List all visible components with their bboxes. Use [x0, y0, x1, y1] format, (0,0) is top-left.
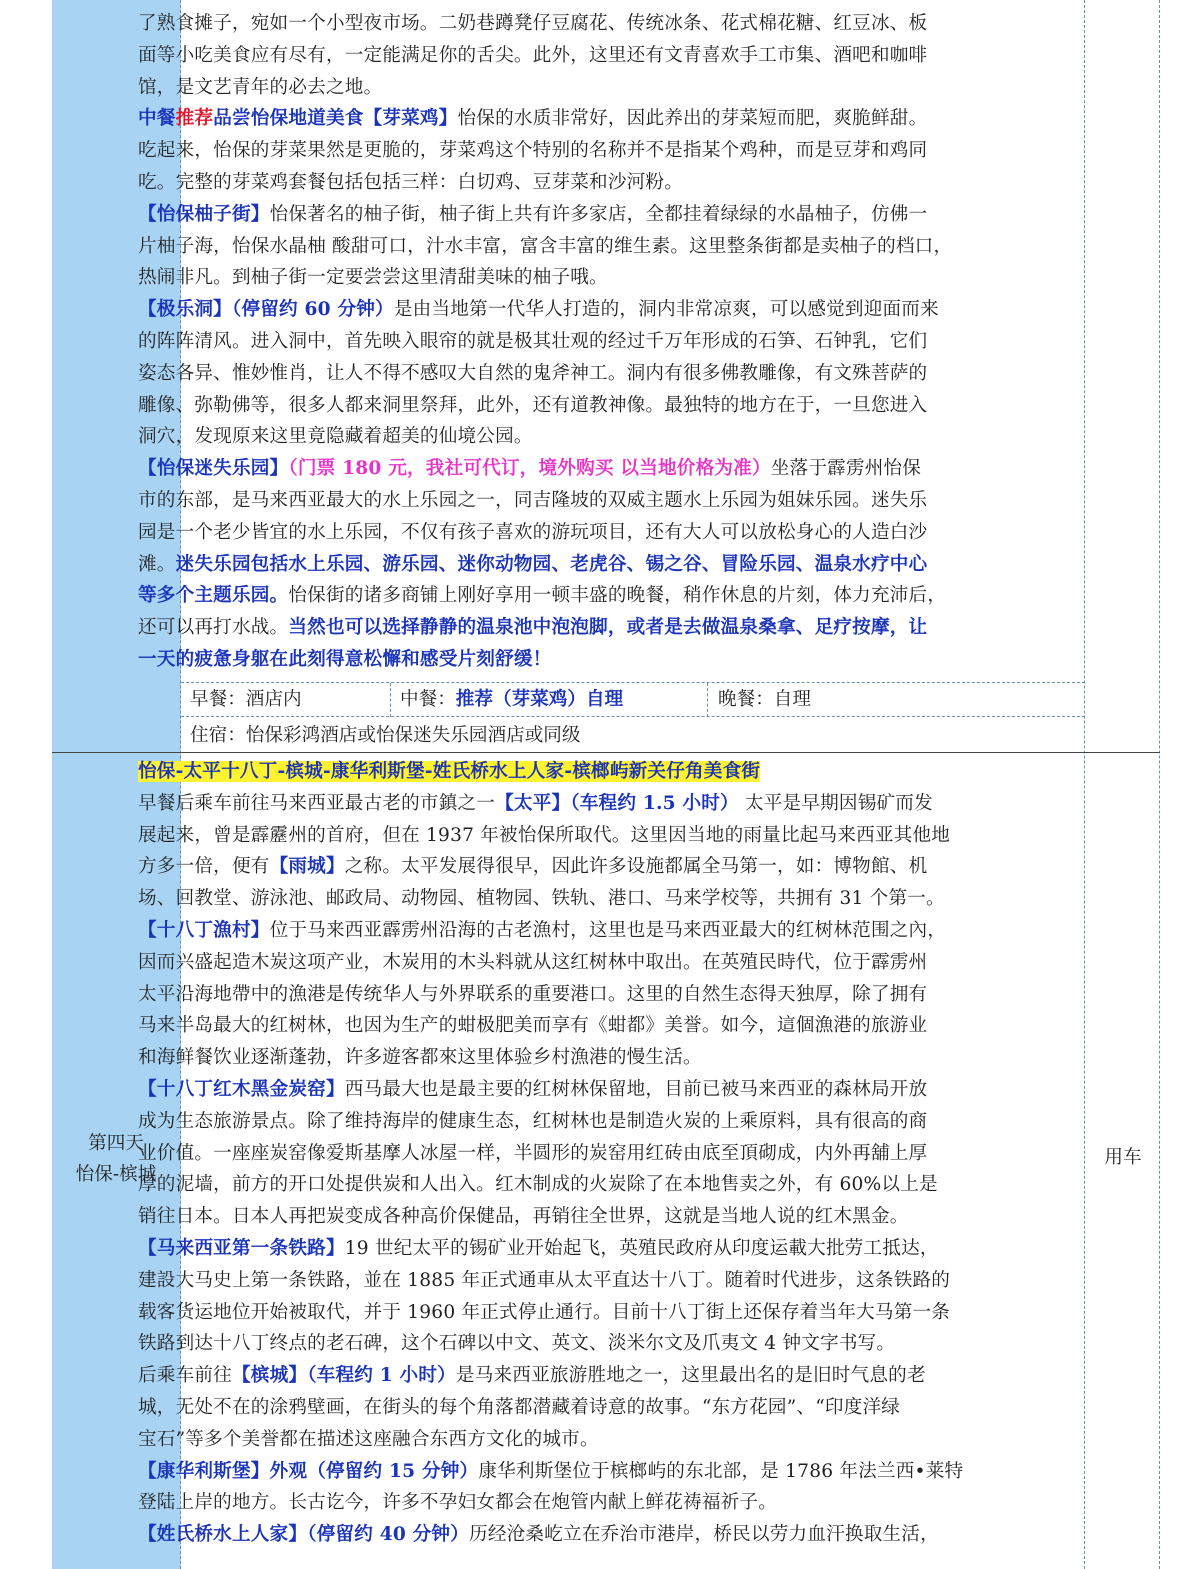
day4-number: 第四天 [88, 1133, 144, 1154]
fort-cornwallis: 【康华利斯堡】外观（停留约 15 分钟）康华利斯堡位于槟榔屿的东北部，是 1786 年法兰西•莱特 [138, 1460, 964, 1482]
village-title: 【十八丁漁村】 [138, 919, 270, 941]
day3-content: 了熟食摊子，宛如一个小型夜市场。二奶巷蹲凳仔豆腐花、传统冰条、花式棉花糖、红豆冰、板 面等小吃美食应有尽有，一定能满足你的舌尖。此外，这里还有文青喜欢手工市集、酒吧和咖啡 馆，是文艺青年的必去之地。 中餐推荐品尝怡保地道美食【芽菜鸡】怡保的水质非常好，因此养出的芽菜短而肥，爽脆鲜甜。 吃起来，怡保的芽菜果然是更脆的，芽菜鸡这个特别的名称并不是指某个鸡种，而是豆芽和鸡同 吃。完整的芽菜鸡套餐包括包括三样：白切鸡、豆芽菜和沙河粉。 【怡保柚子街】怡保著名的柚子街，柚子街上共有许多家店，全都挂着绿绿的水晶柚子，仿佛一 片柚子海，怡保水晶柚 酸甜可口，汁水丰富，富含丰富的维生素。这里整条街都是卖柚子的档口， 热闹非凡。到柚子街一定要尝尝这里清甜美味的柚子哦。 【极乐洞】（停留约 60 分钟）是由当地第一代华人打造的，洞内非常凉爽，可以感觉到迎面而来 的阵阵清风。进入洞中，首先映入眼帘的就是极其壮观的经过千万年形成的石笋、石钟乳，它们 姿态各异、惟妙惟肖，让人不得不感叹大自然的鬼斧神工。洞内有很多佛教雕像，有文殊菩萨的 雕像、弥勒佛等，很多人都来洞里祭拜，此外，还有道教神像。最独特的地方在于，一旦您进入 洞穴，发现原来这里竟隐藏着超美的仙境公园。 【怡保迷失乐园】（门票 180 元，我社可代订，境外购买 以当地价格为准）坐落于霹雳州怡保 市的东部，是马来西亚最大的水上乐园之一，同吉隆坡的双威主题水上乐园为姐妹乐园。迷失乐 园是一个老少皆宜的水上乐园，不仅有孩子喜欢的游玩项目，还有大人可以放松身心的人造白沙 滩。迷失乐园包括水上乐园、游乐园、迷你动物园、老虎谷、锡之谷、冒险乐园、温泉水疗中心 等多个主题乐园。怡保街的诸多商铺上刚好享用一顿丰盛的晚餐，稍作休息的片刻，体力充沛后， 还可以再打水战。当然也可以选择静静的温泉池中泡泡脚，或者是去做温泉桑拿、足疗按摩，让 一天的疲惫身躯在此刻得意松懈和感受片刻舒缓！ [138, 8, 1018, 676]
meals-divider-2 [707, 683, 708, 717]
kuala-sepetang: 【十八丁漁村】位于马来西亚霹雳州沿海的古老漁村，这里也是马来西亚最大的红树林范围之內， [138, 919, 947, 941]
pomelo-street-title: 【怡保柚子街】 [138, 203, 270, 225]
penang-title: 【槟城】（车程约 1 小时） [231, 1365, 456, 1387]
meals-row-top [181, 682, 1085, 683]
day4-route: 怡保-槟城 [75, 1164, 157, 1185]
taiping: 早餐后乘车前往马来西亚最古老的市鎮之一【太平】（车程约 1.5 小时） 太平是早期因锡矿而发 [138, 792, 933, 814]
day3-intro-line: 馆，是文艺青年的必去之地。 [138, 76, 383, 98]
clan-jetties: 【姓氏桥水上人家】（停留约 40 分钟）历经沧桑屹立在乔治市港岸，桥民以劳力血汗换取生活， [138, 1524, 939, 1546]
day4-heading: 怡保-太平十八丁-槟城-康华利斯堡-姓氏桥水上人家-槟榔屿新关仔角美食街 [138, 761, 761, 782]
day3-intro-line: 了熟食摊子，宛如一个小型夜市场。二奶巷蹲凳仔豆腐花、传统冰条、花式棉花糖、红豆冰、板 [138, 13, 928, 34]
lunch-label: 中餐 [138, 108, 176, 130]
meals-divider-1 [390, 683, 391, 717]
day4-content: 怡保-太平十八丁-槟城-康华利斯堡-姓氏桥水上人家-槟榔屿新关仔角美食街 早餐后乘车前往马来西亚最古老的市鎮之一【太平】（车程约 1.5 小时） 太平是早期因锡矿而发 展起来，曾是霹靂州的首府，但在 1937 年被怡保所取代。这里因当地的雨量比起马来西亚其他地 方多一倍，便有【雨城】之称。太平发展得很早，因此许多设施都属全马第一，如：博物館、机 场、回教堂、游泳池、邮政局、动物园、植物园、铁轨、港口、马来学校等，共拥有 31 个第一。 【十八丁漁村】位于马来西亚霹雳州沿海的古老漁村，这里也是马来西亚最大的红树林范围之內， 因而兴盛起造木炭这项产业，木炭用的木头料就从这红树林中取出。在英殖民時代，位于霹雳州 太平沿海地帶中的漁港是传统华人与外界联系的重要港口。这里的自然生态得天独厚，除了拥有 马来半岛最大的红树林，也因为生产的蚶极肥美而享有《蚶都》美誉。如今，這個漁港的旅游业 和海鲜餐饮业逐渐蓬勃，许多遊客都來这里体验乡村漁港的慢生活。 【十八丁红木黑金炭窑】西马最大也是最主要的红树林保留地，目前已被马来西亚的森林局开放 成为生态旅游景点。除了维持海岸的健康生态，红树林也是制造火炭的上乘原料，具有很高的商 业价值。一座座炭窑像爱斯基摩人冰屋一样，半圆形的炭窑用红砖由底至頂砌成，内外再舖上厚 厚的泥墙，前方的开口处提供炭和人出入。红木制成的火炭除了在本地售卖之外，有 60%以上是 销往日本。日本人再把炭变成各种高价保健品，再销往全世界，这就是当地人说的红木黑金。 【马来西亚第一条铁路】19 世纪太平的锡矿业开始起飞，英殖民政府从印度运載大批劳工抵达， 建設大马史上第一条铁路，並在 1885 年正式通車从太平直达十八丁。随着时代进步，这条铁路的 载客货运地位开始被取代，并于 1960 年正式停止通行。目前十八丁街上还保存着当年大马第一条 铁路到达十八丁终点的老石碑，这个石碑以中文、英文、淡米尔文及爪夷文 4 钟文字书写。 后乘车前往【槟城】（车程约 1 小时）是马来西亚旅游胜地之一，这里最出名的是旧时气息的老 城，无处不在的涂鸦壁画，在街头的每个角落都潜藏着诗意的故事。“东方花园”、“印度洋绿 宝石”等多个美誉都在描述这座融合东西方文化的城市。 【康华利斯堡】外观（停留约 15 分钟）康华利斯堡位于槟榔屿的东北部，是 1786 年法兰西•莱特 登陆上岸的地方。长古讫今，许多不孕妇女都会在炮管内献上鲜花祷福祈子。 【姓氏桥水上人家】（停留约 40 分钟）历经沧桑屹立在乔治市港岸，桥民以劳力血汗换取生活， [138, 756, 1018, 1551]
lodging: 住宿：怡保彩鸿酒店或怡保迷失乐园酒店或同级 [190, 725, 581, 746]
taiping-title: 【太平】（车程约 1.5 小时） [495, 792, 739, 814]
day3-intro-line: 面等小吃美食应有尽有，一定能满足你的舌尖。此外，这里还有文青喜欢手工市集、酒吧和咖啡 [138, 44, 928, 66]
meal-lunch: 中餐：推荐（芽菜鸡）自理 [400, 689, 624, 710]
charcoal-kiln: 【十八丁红木黑金炭窑】西马最大也是最主要的红树林保留地，目前已被马来西亚的森林局开放 [138, 1078, 928, 1100]
kiln-title: 【十八丁红木黑金炭窑】 [138, 1078, 345, 1100]
pomelo-street: 【怡保柚子街】怡保著名的柚子街，柚子街上共有许多家店，全都挂着绿绿的水晶柚子，仿佛一 [138, 203, 928, 225]
lunch-recommend: 中餐推荐品尝怡保地道美食【芽菜鸡】怡保的水质非常好，因此养出的芽菜短而肥，爽脆鲜甜。 [138, 108, 928, 130]
day4-transport: 用车 [1104, 1147, 1142, 1168]
transport-column [1084, 0, 1160, 1569]
fort-title: 【康华利斯堡】外观（停留约 15 分钟） [138, 1460, 479, 1482]
recommend-tag: 推荐 [175, 108, 214, 130]
cave-title: 【极乐洞】（停留约 60 分钟） [138, 299, 394, 321]
clan-jetties-title: 【姓氏桥水上人家】（停留约 40 分钟） [138, 1524, 470, 1546]
lost-world: 【怡保迷失乐园】（门票 180 元，我社可代订，境外购买 以当地价格为准）坐落于霹雳州怡保 [138, 458, 922, 480]
meal-breakfast: 早餐：酒店内 [190, 689, 302, 710]
meal-dinner: 晚餐：自理 [718, 689, 811, 710]
perak-tong-cave: 【极乐洞】（停留约 60 分钟）是由当地第一代华人打造的，洞内非常凉爽，可以感觉到迎面而来 [138, 299, 939, 321]
railway-title: 【马来西亚第一条铁路】 [138, 1237, 345, 1259]
first-railway: 【马来西亚第一条铁路】19 世纪太平的锡矿业开始起飞，英殖民政府从印度运載大批劳工抵达， [138, 1237, 939, 1259]
bean-sprout-chicken-title: 品尝怡保地道美食【芽菜鸡】 [213, 108, 458, 130]
lost-world-title: 【怡保迷失乐园】 [138, 458, 289, 480]
meal-lunch-value: 推荐（芽菜鸡）自理 [455, 689, 624, 710]
penang: 后乘车前往【槟城】（车程约 1 小时）是马来西亚旅游胜地之一，这里最出名的是旧时气息的老 [138, 1365, 926, 1387]
ticket-note: （门票 180 元，我社可代订，境外购买 以当地价格为准） [288, 458, 771, 480]
lodging-row-top [181, 716, 1085, 717]
